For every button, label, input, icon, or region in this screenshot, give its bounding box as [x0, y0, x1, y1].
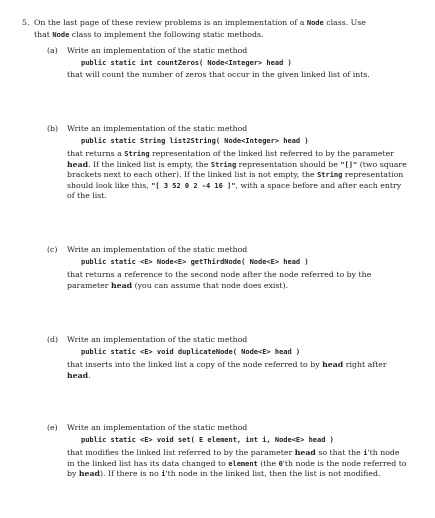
method-signature: public static String list2String( Node<Integer> head )	[81, 137, 309, 145]
desc-bold: head	[110, 280, 133, 290]
desc-text: (the	[257, 458, 279, 468]
desc-code: "[ 3 52 0 2 -4 16 ]"	[151, 181, 236, 190]
desc-text: , with a space before and after each entry of the list.	[67, 180, 402, 201]
part-description: that will count the number of zeros that occur in the given linked list of ints.	[67, 70, 370, 79]
desc-bold: head	[322, 360, 344, 369]
desc-code: i	[363, 449, 368, 457]
desc-bold: head	[294, 448, 316, 457]
desc-code: 0	[278, 459, 283, 468]
part-description	[67, 448, 407, 480]
desc-text: .	[88, 370, 91, 380]
question-intro	[22, 17, 414, 41]
intro-code: Node	[52, 31, 70, 39]
desc-text: ). If there is no	[100, 469, 162, 479]
desc-text: that modifies the linked list referred to by the parameter	[67, 448, 295, 457]
part-label: (a)	[47, 46, 58, 55]
desc-text: 'th node in the linked list, then the list is not modified.	[165, 469, 381, 479]
desc-text: representation should be	[236, 159, 341, 169]
desc-code: String	[210, 160, 237, 169]
intro-line-2	[34, 29, 414, 41]
desc-text: . If the linked list is empty, the	[88, 159, 211, 169]
desc-text: representation of the linked list referred to by the parameter	[149, 149, 394, 158]
part-label: (b)	[47, 124, 59, 133]
desc-text: 'th node is the node referred to by	[67, 458, 407, 479]
intro-text: On the last page of these review problems is an implementation of a	[34, 18, 307, 27]
desc-text: (you can assume that node does exist).	[132, 280, 289, 290]
part-label: (c)	[47, 245, 58, 254]
desc-code: i	[161, 470, 166, 479]
desc-text: that returns a reference to the second node after the node referred to by the parameter	[67, 270, 372, 290]
method-signature: public static int countZeros( Node<Integer> head )	[81, 59, 292, 67]
part-lead: Write an implementation of the static method	[67, 46, 248, 55]
desc-bold: head	[78, 469, 101, 479]
part-lead: Write an implementation of the static method	[67, 124, 248, 133]
method-signature: public static <E> void set( E element, int i, Node<E> head )	[81, 436, 334, 444]
method-signature: public static <E> void duplicateNode( Node<E> head )	[81, 348, 301, 356]
intro-text: class to implement the following static methods.	[69, 30, 264, 39]
desc-code: element	[228, 459, 258, 468]
desc-bold: head	[67, 370, 89, 380]
desc-text: right after	[343, 360, 387, 369]
part-lead: Write an implementation of the static method	[67, 423, 248, 432]
desc-code: String	[124, 150, 150, 158]
desc-text: that returns a	[67, 149, 125, 158]
question-number: 5.	[22, 18, 30, 27]
part-label: (d)	[47, 335, 59, 344]
part-description	[67, 360, 407, 381]
part-label: (e)	[47, 423, 58, 432]
desc-text: that inserts into the linked list a copy of the node referred to by	[67, 360, 323, 369]
desc-text: 'th node in the linked list has its data changed to	[67, 448, 400, 468]
method-signature: public static <E> Node<E> getThirdNode( Node<E> head )	[81, 258, 309, 266]
desc-text: so that the	[315, 448, 364, 457]
intro-text: that	[34, 30, 53, 39]
intro-code: Node	[306, 19, 324, 27]
desc-code: "[]"	[340, 160, 358, 169]
intro-line-1	[34, 17, 414, 29]
desc-text: representation should look like this,	[67, 170, 404, 190]
part-lead: Write an implementation of the static method	[67, 245, 248, 254]
desc-bold: head	[67, 159, 89, 169]
part-description	[67, 270, 407, 291]
desc-code: String	[317, 171, 343, 180]
part-description	[67, 149, 407, 202]
part-lead: Write an implementation of the static method	[67, 335, 248, 344]
desc-text: (two square brackets next to each other). If the linked list is not empty, the	[67, 159, 407, 180]
intro-text: class. Use	[323, 18, 366, 27]
